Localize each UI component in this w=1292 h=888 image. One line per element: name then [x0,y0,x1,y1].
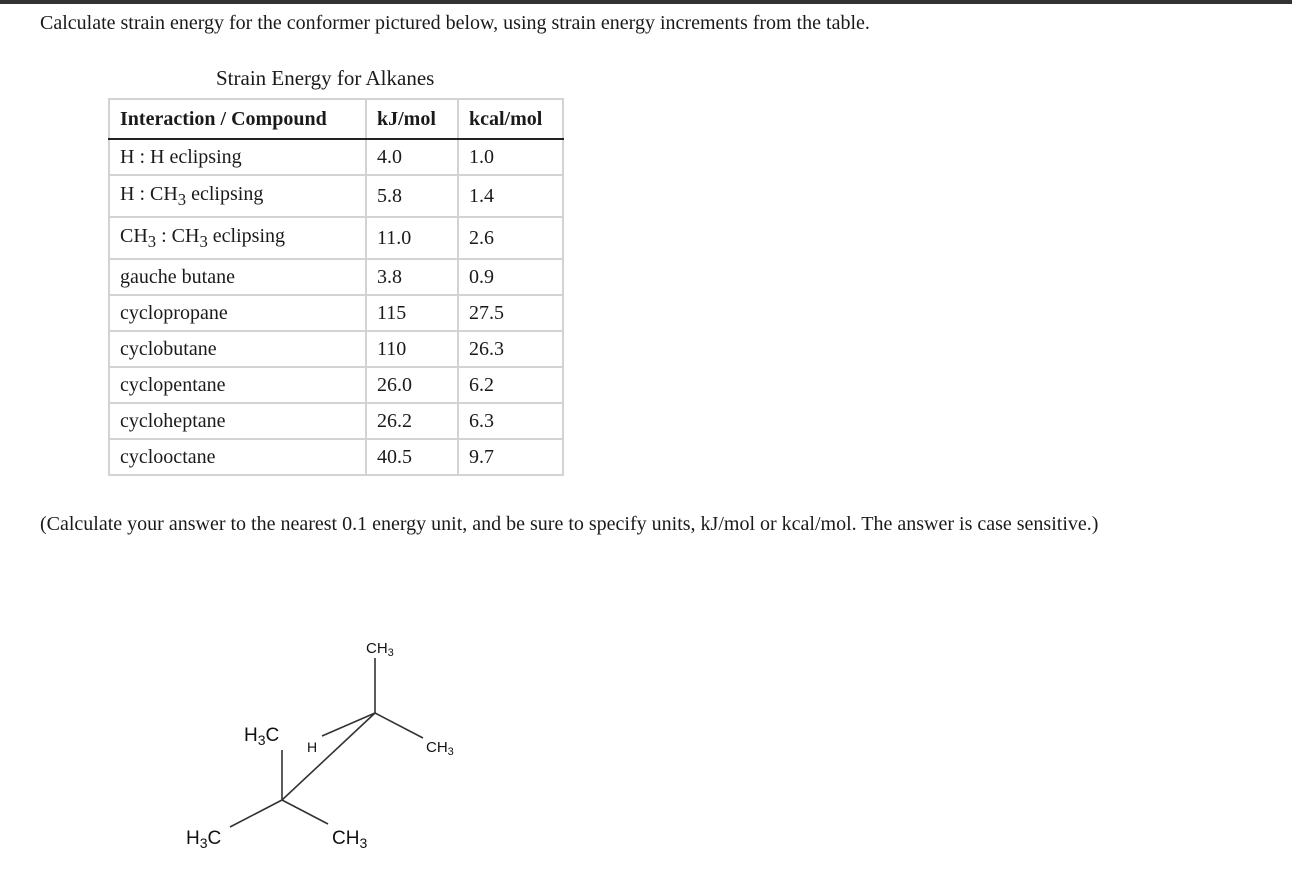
header-interaction: Interaction / Compound [109,99,366,139]
bond-h [322,713,375,736]
row-name: gauche butane [109,259,366,295]
table-row [109,217,563,259]
row-name: cyclopentane [109,367,366,403]
table-row [109,367,563,403]
row-name: cycloheptane [109,403,366,439]
row-kj: 26.2 [366,403,458,439]
row-kj: 3.8 [366,259,458,295]
row-kcal: 1.0 [458,139,563,175]
label-right-ch3: $CH_3$ [426,739,454,758]
question-text: Calculate strain energy for the conformer pictured below, using strain energy increments from the table. [40,12,870,34]
row-name: cyclobutane [109,331,366,367]
row-kj: 110 [366,331,458,367]
row-kj: 40.5 [366,439,458,475]
label-h: H [307,739,318,755]
central-bond [282,713,375,800]
table-row [109,331,563,367]
table-row [109,259,563,295]
label-upper-left-h3c: $H_3C$ [244,725,280,748]
row-kcal: 2.6 [458,217,563,259]
label-top-ch3: $CH_3$ [366,640,394,659]
row-kcal: 27.5 [458,295,563,331]
table-row [109,403,563,439]
table-caption: Strain Energy for Alkanes [216,66,435,90]
row-kcal: 6.3 [458,403,563,439]
row-name: cyclooctane [109,439,366,475]
header-kcal: kcal/mol [458,99,563,139]
row-kj: 4.0 [366,139,458,175]
row-kcal: 6.2 [458,367,563,403]
row-kj: 11.0 [366,217,458,259]
row-name: $CH_3$ : $CH_3$ eclipsing [109,217,366,259]
bond-lower-left-h3c [230,800,282,827]
row-name: H : H eclipsing [109,139,366,175]
instruction-note: (Calculate your answer to the nearest 0.1 energy unit, and be sure to specify units, kJ/mol or kcal/mol. The answer is case sensitive.) [40,513,1099,535]
label-lower-left-h3c: $H_3C$ [186,828,222,851]
bond-bottom-ch3 [282,800,328,824]
table-row [109,139,563,175]
row-name: H : $CH_3$ eclipsing [109,175,366,217]
row-kj: 115 [366,295,458,331]
table-row [109,439,563,475]
row-kj: 26.0 [366,367,458,403]
table-row [109,175,563,217]
row-kcal: 0.9 [458,259,563,295]
row-kcal: 1.4 [458,175,563,217]
top-divider [0,0,1292,4]
row-kcal: 26.3 [458,331,563,367]
table-header-row [109,99,563,139]
table-row [109,295,563,331]
header-kj: kJ/mol [366,99,458,139]
row-kcal: 9.7 [458,439,563,475]
sawhorse-projection-diagram [170,628,500,868]
row-name: cyclopropane [109,295,366,331]
row-kj: 5.8 [366,175,458,217]
bond-right-ch3 [375,713,423,738]
strain-energy-table [108,98,564,476]
label-bottom-ch3: $CH_3$ [332,828,368,851]
